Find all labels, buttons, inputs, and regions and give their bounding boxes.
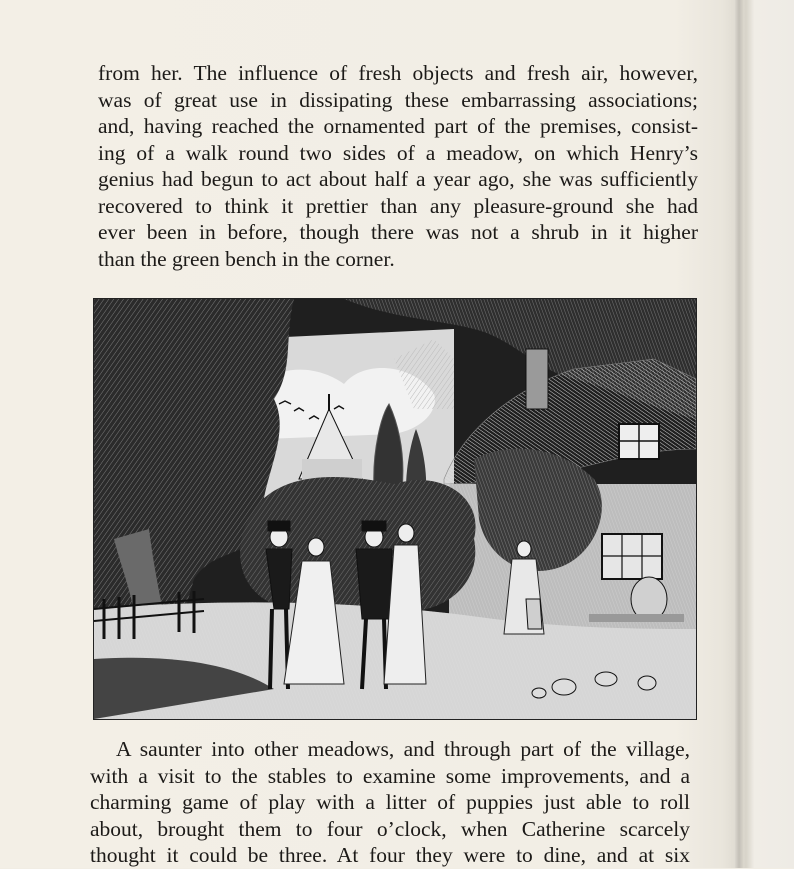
engraving-scene <box>94 299 696 719</box>
wood-engraving-illustration <box>93 298 697 720</box>
page-gutter-shadow <box>735 0 743 868</box>
text-line: recovered to think it prettier than any pleasure-ground she had <box>98 193 698 218</box>
text-line: than the green bench in the corner. <box>98 246 395 271</box>
text-line: charming game of play with a litter of puppies just able to roll <box>90 790 690 814</box>
top-paragraph <box>98 60 698 272</box>
bottom-paragraph <box>90 736 690 869</box>
text-line: from her. The influence of fresh objects and fresh air, however, <box>98 61 698 85</box>
text-line: was of great use in dissipating these embarrassing associations; <box>98 87 698 112</box>
text-line: genius had begun to act about half a year ago, she was sufficiently <box>98 167 698 191</box>
text-line: with a visit to the stables to examine some improvements, and a <box>90 763 690 788</box>
text-line: ing of a walk round two sides of a meadow, on which Henry’s <box>98 140 698 165</box>
text-line: and, having reached the ornamented part of the premises, consist- <box>98 114 698 138</box>
text-line: about, brought them to four o’clock, when Catherine scarcely <box>90 816 690 841</box>
text-line: thought it could be three. At four they were to dine, and at six <box>90 843 690 867</box>
text-line: A saunter into other meadows, and through part of the village, <box>116 737 690 761</box>
text-line: ever been in before, though there was not a shrub in it higher <box>98 220 698 244</box>
